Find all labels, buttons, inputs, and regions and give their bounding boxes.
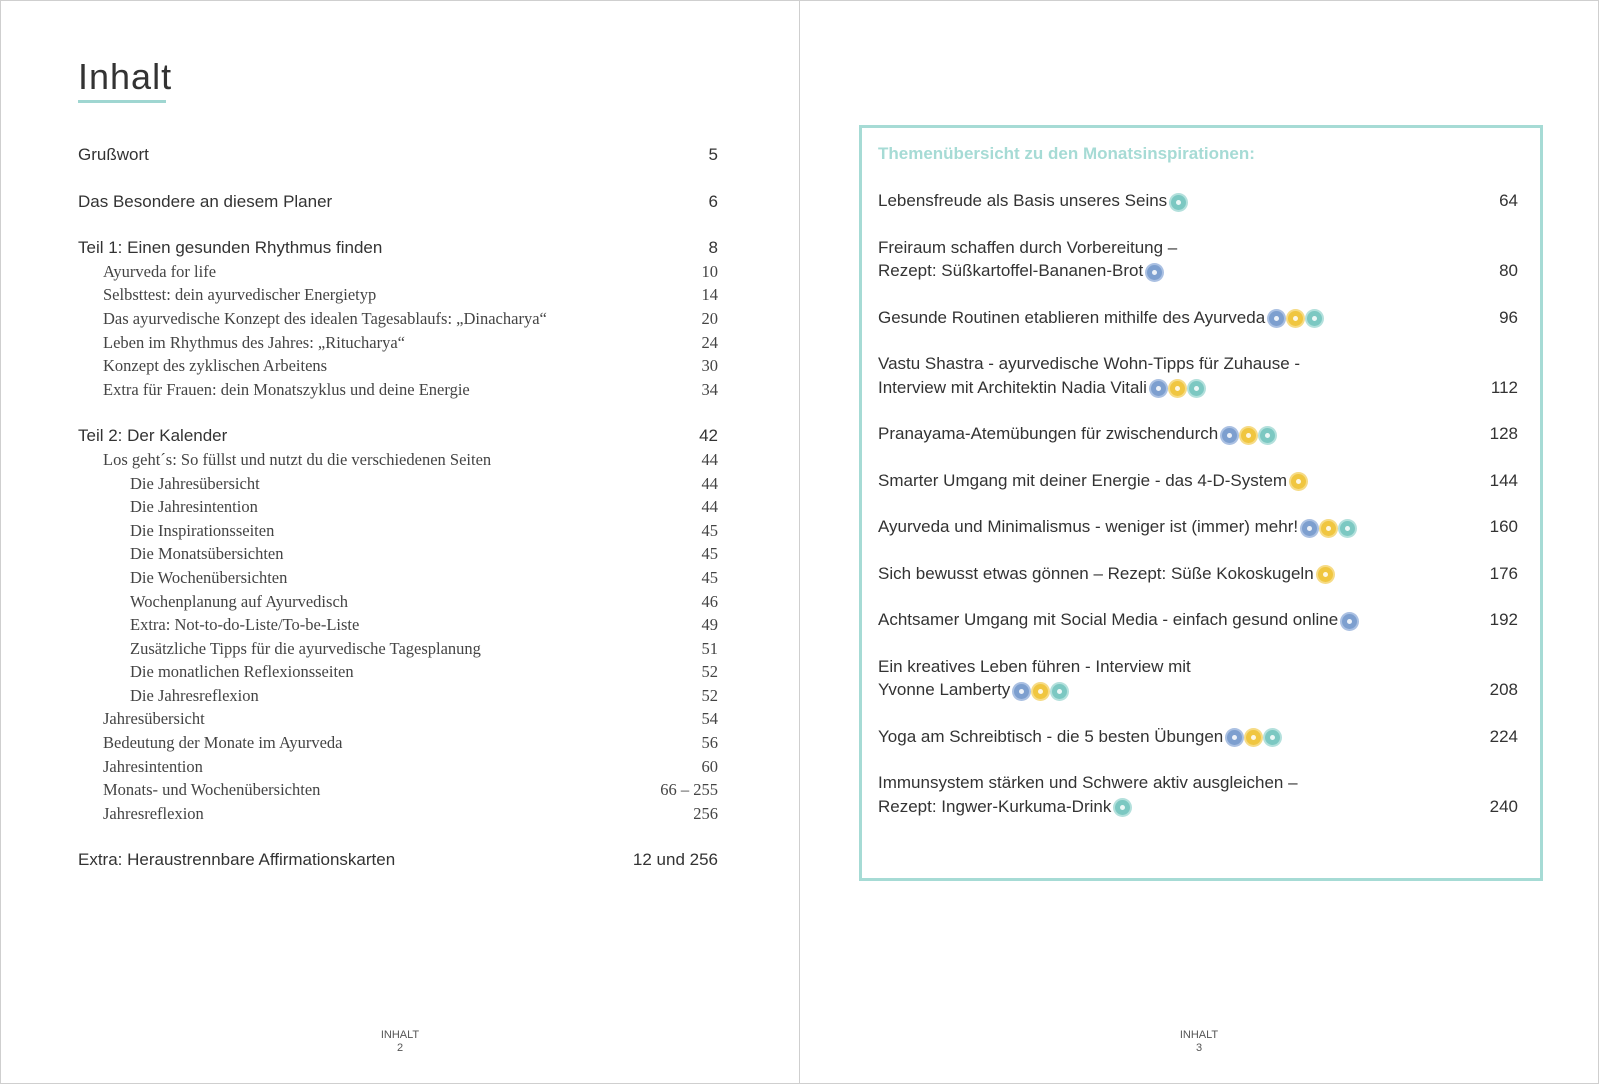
toc-label: Die monatlichen Reflexionsseiten xyxy=(130,662,354,682)
toc-page-number: 45 xyxy=(701,520,718,540)
toc-spacer xyxy=(78,825,718,848)
teal-chakra-icon xyxy=(1189,381,1204,396)
blue-chakra-icon xyxy=(1269,311,1284,326)
blue-chakra-icon xyxy=(1147,265,1162,280)
topics-box xyxy=(859,125,1543,881)
toc-row xyxy=(78,331,718,355)
topic-page-number: 112 xyxy=(1490,377,1518,397)
topic-text: Gesunde Routinen etablieren mithilfe des Ayurveda xyxy=(878,307,1266,327)
topic-icons xyxy=(1151,376,1208,400)
topic-page-number: 160 xyxy=(1489,517,1518,536)
toc-page-number: 12 und 256 xyxy=(632,850,718,870)
toc-label: Jahresintention xyxy=(103,756,203,776)
toc-page-number: 14 xyxy=(701,285,718,305)
toc-label: Zusätzliche Tipps für die ayurvedische Tagesplanung xyxy=(130,638,481,658)
toc-row xyxy=(78,660,718,684)
toc-row xyxy=(78,472,718,496)
topic-line xyxy=(878,655,1518,679)
topic-icons xyxy=(1014,679,1071,703)
teal-chakra-icon xyxy=(1260,428,1275,443)
topic-entry xyxy=(878,655,1518,702)
toc-page-number: 45 xyxy=(701,567,718,587)
toc-label: Jahresreflexion xyxy=(103,803,204,823)
toc-row xyxy=(78,236,718,260)
blue-chakra-icon xyxy=(1151,381,1166,396)
topic-icons xyxy=(1269,306,1326,330)
toc-label: Das ayurvedische Konzept des idealen Tagesablaufs: „Dinacharya“ xyxy=(103,308,547,328)
topic-text: Achtsamer Umgang mit Social Media - einfach gesund online xyxy=(878,610,1339,629)
toc-label: Wochenplanung auf Ayurvedisch xyxy=(130,591,349,611)
yellow-chakra-icon xyxy=(1288,311,1303,326)
topic-line xyxy=(878,608,1518,632)
toc-label: Selbsttest: dein ayurvedischer Energietyp xyxy=(103,285,377,305)
topic-text: Ayurveda und Minimalismus - weniger ist (immer) mehr! xyxy=(878,517,1299,536)
toc-row xyxy=(78,802,718,826)
topic-entry xyxy=(878,515,1518,539)
topic-entry xyxy=(878,422,1518,446)
topic-icons xyxy=(1302,516,1359,540)
toc-page-number: 54 xyxy=(701,709,718,729)
blue-chakra-icon xyxy=(1014,684,1029,699)
yellow-chakra-icon xyxy=(1246,730,1261,745)
footer-page-number: 2 xyxy=(396,1042,404,1054)
topic-entry xyxy=(878,352,1518,399)
topic-entry xyxy=(878,608,1518,632)
toc-row xyxy=(78,755,718,779)
teal-chakra-icon xyxy=(1052,684,1067,699)
footer-label: INHALT xyxy=(380,1029,420,1041)
teal-chakra-icon xyxy=(1115,800,1130,815)
topic-page-number: 208 xyxy=(1489,680,1518,699)
topic-line xyxy=(878,376,1518,400)
topic-text: Immunsystem stärken und Schwere aktiv ausgleichen – xyxy=(878,773,1298,792)
toc-page-number: 66 – 255 xyxy=(660,780,718,800)
topic-page-number: 80 xyxy=(1499,261,1518,280)
toc-row xyxy=(78,731,718,755)
yellow-chakra-icon xyxy=(1291,474,1306,489)
toc-page-number: 34 xyxy=(701,379,718,399)
topic-text: Yoga am Schreibtisch - die 5 besten Übungen xyxy=(878,726,1224,746)
toc-page-number: 256 xyxy=(693,803,718,823)
toc-page-number: 52 xyxy=(701,685,718,705)
yellow-chakra-icon xyxy=(1033,684,1048,699)
toc-label: Konzept des zyklischen Arbeitens xyxy=(103,356,328,376)
topic-line xyxy=(878,189,1518,213)
toc-label: Jahresübersicht xyxy=(103,709,205,729)
footer-label: INHALT xyxy=(1179,1029,1219,1041)
topic-entry xyxy=(878,562,1518,586)
topic-text: Smarter Umgang mit deiner Energie - das 4-D-System xyxy=(878,470,1288,490)
topic-line xyxy=(878,469,1518,493)
toc-label: Die Jahresintention xyxy=(130,497,258,517)
toc-row xyxy=(78,495,718,519)
title-block xyxy=(78,55,172,103)
toc-label: Grußwort xyxy=(78,145,149,164)
toc-page-number: 49 xyxy=(701,615,718,635)
topic-page-number: 224 xyxy=(1489,726,1518,746)
topic-line xyxy=(878,422,1518,446)
toc-label: Das Besondere an diesem Planer xyxy=(78,191,333,211)
topic-entry xyxy=(878,469,1518,493)
topic-entry xyxy=(878,725,1518,749)
left-footer xyxy=(1,1029,799,1055)
toc-row xyxy=(78,684,718,708)
topic-text: Interview mit Architektin Nadia Vitali xyxy=(878,377,1147,397)
topic-page-number: 128 xyxy=(1489,424,1518,443)
toc-label: Leben im Rhythmus des Jahres: „Ritucharya“ xyxy=(103,332,405,352)
right-page xyxy=(799,0,1599,1084)
topic-line xyxy=(878,306,1518,330)
topic-line xyxy=(878,236,1518,260)
toc-page-number: 6 xyxy=(708,191,718,211)
toc-label: Ayurveda for life xyxy=(103,261,217,281)
toc-row xyxy=(78,707,718,731)
toc-page-number: 52 xyxy=(701,662,718,682)
right-footer xyxy=(800,1029,1598,1055)
topic-icons xyxy=(1291,469,1310,493)
topic-icons xyxy=(1171,190,1190,214)
topic-text: Sich bewusst etwas gönnen – Rezept: Süße Kokoskugeln xyxy=(878,563,1314,583)
toc-label: Die Jahresübersicht xyxy=(130,473,260,493)
topic-entry xyxy=(878,189,1518,213)
blue-chakra-icon xyxy=(1342,614,1357,629)
yellow-chakra-icon xyxy=(1321,521,1336,536)
topic-page-number: 96 xyxy=(1499,307,1518,327)
blue-chakra-icon xyxy=(1222,428,1237,443)
toc-page-number: 8 xyxy=(708,238,718,258)
toc-label: Teil 1: Einen gesunden Rhythmus finden xyxy=(78,238,383,258)
toc-page-number: 56 xyxy=(701,733,718,753)
topic-icons xyxy=(1342,609,1361,633)
toc-row xyxy=(78,448,718,472)
toc-row xyxy=(78,190,718,214)
toc-row xyxy=(78,307,718,331)
toc-page-number: 20 xyxy=(701,308,718,328)
topic-line xyxy=(878,259,1518,283)
toc-spacer xyxy=(78,401,718,424)
topic-text: Ein kreatives Leben führen - Interview mit xyxy=(878,656,1191,676)
topic-entry xyxy=(878,236,1518,283)
toc-label: Extra: Heraustrennbare Affirmationskarten xyxy=(78,850,396,870)
yellow-chakra-icon xyxy=(1170,381,1185,396)
toc-label: Teil 2: Der Kalender xyxy=(78,426,228,446)
topic-page-number: 176 xyxy=(1489,563,1518,583)
toc-row xyxy=(78,778,718,802)
topic-line xyxy=(878,515,1518,539)
topic-page-number: 240 xyxy=(1489,796,1518,816)
toc-row xyxy=(78,424,718,448)
topics-heading: Themenübersicht zu den Monatsinspirationen: xyxy=(878,144,1255,163)
topic-icons xyxy=(1115,795,1134,819)
toc-label: Die Inspirationsseiten xyxy=(130,520,275,540)
toc-row xyxy=(78,283,718,307)
topic-line xyxy=(878,352,1518,376)
toc-page-number: 42 xyxy=(699,426,718,446)
toc-row xyxy=(78,354,718,378)
yellow-chakra-icon xyxy=(1241,428,1256,443)
toc-row xyxy=(78,260,718,284)
topic-text: Freiraum schaffen durch Vorbereitung – xyxy=(878,237,1178,257)
toc-label: Die Jahresreflexion xyxy=(130,685,259,705)
topic-text: Pranayama-Atemübungen für zwischendurch xyxy=(878,424,1219,443)
toc-label: Extra für Frauen: dein Monatszyklus und deine Energie xyxy=(103,379,470,399)
toc-label: Die Monatsübersichten xyxy=(130,544,284,564)
toc-label: Die Wochenübersichten xyxy=(130,567,288,587)
toc-label: Bedeutung der Monate im Ayurveda xyxy=(103,733,343,753)
toc-page-number: 24 xyxy=(701,332,718,352)
toc-page-number: 44 xyxy=(701,449,718,469)
topic-line xyxy=(878,771,1518,795)
topic-text: Yvonne Lamberty xyxy=(878,680,1011,699)
toc-page-number: 60 xyxy=(701,756,718,776)
blue-chakra-icon xyxy=(1227,730,1242,745)
toc-spacer xyxy=(78,167,718,190)
topic-line xyxy=(878,562,1518,586)
toc-page-number: 45 xyxy=(701,544,718,564)
toc-label: Monats- und Wochenübersichten xyxy=(103,780,321,800)
toc-spacer xyxy=(78,213,718,236)
title-underline xyxy=(78,100,166,103)
toc-page-number: 5 xyxy=(708,145,718,164)
toc-page-number: 10 xyxy=(701,261,718,281)
topic-icons xyxy=(1147,260,1166,284)
toc-label: Extra: Not-to-do-Liste/To-be-Liste xyxy=(130,615,360,635)
toc-page-number: 44 xyxy=(701,473,718,493)
toc-row xyxy=(78,542,718,566)
topic-text: Rezept: Ingwer-Kurkuma-Drink xyxy=(878,796,1112,816)
toc-row xyxy=(78,590,718,614)
topic-line xyxy=(878,678,1518,702)
toc-row xyxy=(78,378,718,402)
topic-icons xyxy=(1222,423,1279,447)
toc-row xyxy=(78,566,718,590)
topic-entry xyxy=(878,771,1518,818)
topic-page-number: 64 xyxy=(1499,191,1518,210)
toc-label: Los geht´s: So füllst und nutzt du die verschiedenen Seiten xyxy=(103,449,492,469)
teal-chakra-icon xyxy=(1171,195,1186,210)
toc-row xyxy=(78,848,718,872)
topic-page-number: 192 xyxy=(1489,610,1518,629)
topic-text: Rezept: Süßkartoffel-Bananen-Brot xyxy=(878,261,1144,280)
topic-page-number: 144 xyxy=(1489,470,1518,490)
topic-entry xyxy=(878,306,1518,330)
topic-line xyxy=(878,795,1518,819)
topic-line xyxy=(878,725,1518,749)
blue-chakra-icon xyxy=(1302,521,1317,536)
toc-row xyxy=(78,143,718,167)
toc-page-number: 46 xyxy=(701,591,718,611)
topic-text: Lebensfreude als Basis unseres Seins xyxy=(878,191,1168,210)
teal-chakra-icon xyxy=(1340,521,1355,536)
table-of-contents xyxy=(78,143,718,872)
topics-list xyxy=(878,189,1518,818)
toc-row xyxy=(78,637,718,661)
yellow-chakra-icon xyxy=(1318,567,1333,582)
teal-chakra-icon xyxy=(1265,730,1280,745)
toc-row xyxy=(78,519,718,543)
toc-row xyxy=(78,613,718,637)
topic-icons xyxy=(1318,562,1337,586)
toc-page-number: 51 xyxy=(701,638,718,658)
topic-icons xyxy=(1227,725,1284,749)
footer-page-number: 3 xyxy=(1195,1042,1203,1054)
topic-text: Vastu Shastra - ayurvedische Wohn-Tipps für Zuhause - xyxy=(878,354,1301,373)
page-title: Inhalt xyxy=(78,56,173,97)
teal-chakra-icon xyxy=(1307,311,1322,326)
toc-page-number: 44 xyxy=(701,497,718,517)
toc-page-number: 30 xyxy=(701,356,718,376)
